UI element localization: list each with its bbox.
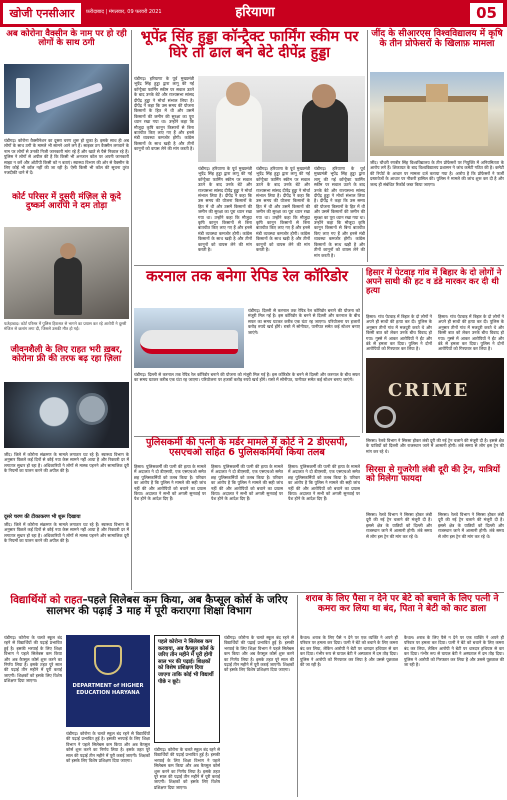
bihar-body-col2: हिसार। गांव पेटवाड़ में बिहार के दो लोगों ने अपने ही साथी की हत्या कर दी। पुलिस के अनुसार तीनों गांव में मजदूरी करते थे और किसी बात को लेकर उनके बीच विवाद हो गया। गुस्से में आकर आरोपियों ने ईंट और डंडे से हमला कर दिया। पुलिस ने दोनों आरोपियों को गिरफ्तार कर लिया है। [438,314,504,352]
court-story [4,193,129,343]
hooda-body-col2: चंडीगढ़। हरियाणा के पूर्व मुख्यमंत्री भूपेंद्र सिंह हुड्डा द्वारा लागू की गई कॉन्ट्रैक्ट फार्मिंग स्कीम पर सवाल उठने के बाद उनके बेटे और राज्यसभा सांसद दीपेंद्र हुड्डा ने मोर्चा संभाल लिया है। दीपेंद्र ने कहा कि उस समय की योजना किसानों के हित में थी और उसमें किसानों की जमीन की सुरक्षा का पूरा ध्यान रखा गया था। उन्होंने कहा कि मौजूदा कृषि कानून किसानों से बिना बातचीत किए लाए गए हैं और इनसे मंडी व्यवस्था कमजोर होगी। कांग्रेस किसानों के साथ खड़ी है और तीनों कानूनों को वापस लेने की मांग करती है। [198,166,252,253]
students-body-col4: चंडीगढ़। कोरोना के चलते स्कूल बंद रहने से विद्यार्थियों की पढ़ाई प्रभावित हुई है। इसकी भरपाई के लिए शिक्षा विभाग ने पहले सिलेबस कम किया और अब कैप्सूल कोर्स शुरू करने का निर्णय लिया है। इसके तहत पूरे साल की पढ़ाई तीन महीने में पूरी कराई जाएगी। शिक्षकों को इसके लिए विशेष प्रशिक्षण दिया जाएगा। [224,635,294,673]
train-photo [134,308,244,368]
vaccine-headline: अब कोरोना वैक्सीन के नाम पर हो रही लोगों के साथ ठगी [6,29,127,49]
dateline: फ़रीदाबाद | मंगलवार, 09 फरवरी 2021 [86,9,162,15]
jind-headline: जींद के सीआरएस विश्वविद्यालय में कृषि के तीन प्रोफेसरों के खिलाफ़ मामला [371,29,503,49]
jind-photo [370,72,504,156]
alcohol-body-col2: कैथल। शराब के लिए पैसे न देने पर एक व्यक्ति ने अपने ही परिवार पर हमला कर दिया। पत्नी ने बेटे को बचाने के लिए कमरा बंद कर लिया, लेकिन आरोपी ने बेटी पर धारदार हथियार से वार कर दिया। गंभीर रूप से घायल बेटी ने अस्पताल में दम तोड़ दिया। पुलिस ने आरोपी को गिरफ्तार कर लिया है और उससे पूछताछ की जा रही है। [404,635,504,668]
jind-body: जींद। चौधरी रणबीर सिंह विश्वविद्यालय के तीन प्रोफेसरों पर नियुक्ति में अनियमितता के आरोप लगे हैं। शिकायत के बाद विश्वविद्यालय प्रशासन ने जांच कमेटी गठित की है। कमेटी की रिपोर्ट के आधार पर मामला दर्ज कराया गया है। आरोप है कि प्रोफेसरों ने फर्जी दस्तावेजों के आधार पर नौकरी हासिल की। पुलिस ने मामले की जांच शुरू कर दी है और जल्द ही संबंधित रिकॉर्ड जब्त किया जाएगा। [370,160,504,187]
court-photo [4,227,129,319]
jind-story [370,30,504,262]
covid-headline: जीवनशैली के लिए राहत भरी ख़बर, कोरोना फ्री की तरफ बढ़ रहा ज़िला [10,345,123,365]
hooda-headline: भूपेंद्र सिंह हुड्डा कॉन्ट्रैक्ट फार्मिंग स्कीम पर घिरे तो ढाल बने बेटे दीपेंद्र हुड्डा [140,29,359,61]
crime-text: CRIME [388,380,470,401]
page-number: 05 [470,3,503,24]
court-caption: फतेहाबाद। कोर्ट परिसर में पुलिस हिरासत से भागने का प्रयास कर रहे आरोपी ने दूसरी मंजिल से छलांग लगा दी, जिससे उसकी मौत हो गई। [4,321,127,331]
hooda-body-col3: चंडीगढ़। हरियाणा के पूर्व मुख्यमंत्री भूपेंद्र सिंह हुड्डा द्वारा लागू की गई कॉन्ट्रैक्ट फार्मिंग स्कीम पर सवाल उठने के बाद उनके बेटे और राज्यसभा सांसद दीपेंद्र हुड्डा ने मोर्चा संभाल लिया है। दीपेंद्र ने कहा कि उस समय की योजना किसानों के हित में थी और उसमें किसानों की जमीन की सुरक्षा का पूरा ध्यान रखा गया था। उन्होंने कहा कि मौजूदा कृषि कानून किसानों से बिना बातचीत किए लाए गए हैं और इनसे मंडी व्यवस्था कमजोर होगी। कांग्रेस किसानों के साथ खड़ी है और तीनों कानूनों को वापस लेने की मांग करती है। [256,166,310,253]
students-headline-rest: –पहले सिलेबस कम किया, अब कैप्सूल कोर्स के जरिए सालभर की पढ़ाई 3 माह में पूरी कराएगा शिक्षा विभाग [46,594,288,618]
vial-icon [16,78,30,108]
university-building [384,96,488,146]
vaccine-story [4,30,129,190]
brand-logo: खोजी एनसीआर [3,3,81,24]
covid-body: जींद। जिले में कोरोना संक्रमण के मामले लगातार घट रहे हैं। स्वास्थ्य विभाग के अनुसार पिछले कई दिनों से कोई नया केस सामने नहीं आया है और रिकवरी दर में लगातार सुधार हो रहा है। अधिकारियों ने लोगों से मास्क पहनने और सामाजिक दूरी के नियमों का पालन करने की अपील की है। [4,452,129,474]
sirsa-intro: सिरसा। रेलवे विभाग ने सिरसा होकर लंबी दूरी की नई ट्रेन चलाने की मंजूरी दी है। इससे क्षेत्र के यात्रियों को दिल्ली और राजस्थान जाने में आसानी होगी। लंबे समय से लोग इस ट्रेन की मांग कर रहे थे। [366,438,504,454]
hooda-body-col4: चंडीगढ़। हरियाणा के पूर्व मुख्यमंत्री भूपेंद्र सिंह हुड्डा द्वारा लागू की गई कॉन्ट्रैक्ट फार्मिंग स्कीम पर सवाल उठने के बाद उनके बेटे और राज्यसभा सांसद दीपेंद्र हुड्डा ने मोर्चा संभाल लिया है। दीपेंद्र ने कहा कि उस समय की योजना किसानों के हित में थी और उसमें किसानों की जमीन की सुरक्षा का पूरा ध्यान रखा गया था। उन्होंने कहा कि मौजूदा कृषि कानून किसानों से बिना बातचीत किए लाए गए हैं और इनसे मंडी व्यवस्था कमजोर होगी। कांग्रेस किसानों के साथ खड़ी है और तीनों कानूनों को वापस लेने की मांग करती है। [314,166,365,258]
bihar-story [366,268,504,433]
crime-image [366,358,504,433]
sirsa-headline: सिरसा से गुजरेगी लंबी दूरी की ट्रेन, यात्रियों को मिलेगा फायदा [366,465,500,485]
hooda-body-col1: चंडीगढ़। हरियाणा के पूर्व मुख्यमंत्री भूपेंद्र सिंह हुड्डा द्वारा लागू की गई कॉन्ट्रैक्ट फार्मिंग स्कीम पर सवाल उठने के बाद उनके बेटे और राज्यसभा सांसद दीपेंद्र हुड्डा ने मोर्चा संभाल लिया है। दीपेंद्र ने कहा कि उस समय की योजना किसानों के हित में थी और उसमें किसानों की जमीन की सुरक्षा का पूरा ध्यान रखा गया था। उन्होंने कहा कि मौजूदा कृषि कानून किसानों से बिना बातचीत किए लाए गए हैं और इनसे मंडी व्यवस्था कमजोर होगी। कांग्रेस किसानों के साथ खड़ी है और तीनों कानूनों को वापस लेने की मांग करती है। [134,76,194,152]
students-body-col1: चंडीगढ़। कोरोना के चलते स्कूल बंद रहने से विद्यार्थियों की पढ़ाई प्रभावित हुई है। इसकी भरपाई के लिए शिक्षा विभाग ने पहले सिलेबस कम किया और अब कैप्सूल कोर्स शुरू करने का निर्णय लिया है। इसके तहत पूरे साल की पढ़ाई तीन महीने में पूरी कराई जाएगी। शिक्षकों को इसके लिए विशेष प्रशिक्षण दिया जाएगा। [4,635,62,684]
sirsa-story [366,438,504,508]
students-headline [4,595,294,617]
alcohol-story [300,595,504,797]
hooda-story [134,30,365,262]
virus-icon [79,396,105,422]
covid-subhead: दूसरे चरण की टीकाकरण भी शुरू दिखाया [4,514,81,520]
karnal-body-col1: चंडीगढ़। दिल्ली से करनाल तक रेपिड रेल कॉरिडोर बनाने की योजना को मंजूरी मिल गई है। इस कॉरिडोर के बनने से दिल्ली और करनाल के बीच सफर का समय घटकर करीब एक घंटा रह जाएगा। परियोजना पर हजारों करोड़ रुपये खर्च होंगे। रास्ते में सोनीपत, पानीपत समेत कई स्टेशन बनाए जाएंगे। [248,308,360,335]
sirsa-body-col1: सिरसा। रेलवे विभाग ने सिरसा होकर लंबी दूरी की नई ट्रेन चलाने की मंजूरी दी है। इससे क्षेत्र के यात्रियों को दिल्ली और राजस्थान जाने में आसानी होगी। लंबे समय से लोग इस ट्रेन की मांग कर रहे थे। [366,512,432,539]
police-wife-headline: पुलिसकर्मी की पत्नी के मर्डर मामले में कोर्ट ने 2 डीएसपी, एसएचओ सहित 6 पुलिसकर्मियों किया तलब [145,437,348,459]
police-body-col3: हिसार। पुलिसकर्मी की पत्नी की हत्या के मामले में अदालत ने दो डीएसपी, एक एसएचओ समेत छह पुलिसकर्मियों को तलब किया है। परिवार का आरोप है कि पुलिस ने मामले की सही जांच नहीं की और आरोपियों को बचाने का प्रयास किया। अदालत ने सभी को अगली सुनवाई पर पेश होने के आदेश दिए हैं। [288,464,360,502]
students-body-col2: चंडीगढ़। कोरोना के चलते स्कूल बंद रहने से विद्यार्थियों की पढ़ाई प्रभावित हुई है। इसकी भरपाई के लिए शिक्षा विभाग ने पहले सिलेबस कम किया और अब कैप्सूल कोर्स शुरू करने का निर्णय लिया है। इसके तहत पूरे साल की पढ़ाई तीन महीने में पूरी कराई जाएगी। शिक्षकों को इसके लिए विशेष प्रशिक्षण दिया जाएगा। [66,731,150,764]
bihar-body-col1: हिसार। गांव पेटवाड़ में बिहार के दो लोगों ने अपने ही साथी की हत्या कर दी। पुलिस के अनुसार तीनों गांव में मजदूरी करते थे और किसी बात को लेकर उनके बीच विवाद हो गया। गुस्से में आकर आरोपियों ने ईंट और डंडे से हमला कर दिया। पुलिस ने दोनों आरोपियों को गिरफ्तार कर लिया है। [366,314,432,352]
hooda-photo [198,76,365,162]
alcohol-body-col1: कैथल। शराब के लिए पैसे न देने पर एक व्यक्ति ने अपने ही परिवार पर हमला कर दिया। पत्नी ने बेटे को बचाने के लिए कमरा बंद कर लिया, लेकिन आरोपी ने बेटी पर धारदार हथियार से वार कर दिया। गंभीर रूप से घायल बेटी ने अस्पताल में दम तोड़ दिया। पुलिस ने आरोपी को गिरफ्तार कर लिया है और उससे पूछताछ की जा रही है। [300,635,398,668]
train-icon [140,330,238,354]
covid-story [4,346,129,586]
section-title: हरियाणा [235,5,275,20]
court-headline: कोर्ट परिसर में दूसरी मंज़िल से कूदे दुष्कर्म आरोपी ने दम तोड़ा [12,192,121,212]
vaccine-body: चंडीगढ़। कोरोना वैक्सीनेशन का दूसरा चरण शुरू हो चुका है। इसके साथ ही अब लोगों के साथ ठगी के मामले भी सामने आने लगे हैं। साइबर ठग वैक्सीन लगवाने के नाम पर लोगों से उनकी निजी जानकारी मांग रहे हैं और खाते से पैसे निकाल रहे हैं। पुलिस ने लोगों से अपील की है कि किसी भी अनजान कॉल पर अपनी जानकारी साझा न करें और ओटीपी किसी को न बताएं। स्वास्थ्य विभाग की ओर से वैक्सीन के लिए कोई भी कॉल नहीं की जा रही है। ऐसी किसी भी कॉल की सूचना तुरंत नजदीकी थाने में दें। [4,138,129,176]
emblem-icon [94,645,122,675]
karnal-headline: करनाल तक बनेगा रेपिड रेल कॉरिडोर [146,267,348,285]
virus-photo [4,382,129,448]
syringe-icon [35,82,104,113]
police-body-col1: हिसार। पुलिसकर्मी की पत्नी की हत्या के मामले में अदालत ने दो डीएसपी, एक एसएचओ समेत छह पुलिसकर्मियों को तलब किया है। परिवार का आरोप है कि पुलिस ने मामले की सही जांच नहीं की और आरोपियों को बचाने का प्रयास किया। अदालत ने सभी को अगली सुनवाई पर पेश होने के आदेश दिए हैं। [134,464,206,502]
sirsa-body [366,512,504,590]
students-headline-red: विद्यार्थियों को राहत [10,594,83,606]
karnal-body-col2: चंडीगढ़। दिल्ली से करनाल तक रेपिड रेल कॉरिडोर बनाने की योजना को मंजूरी मिल गई है। इस कॉरिडोर के बनने से दिल्ली और करनाल के बीच सफर का समय घटकर करीब एक घंटा रह जाएगा। परियोजना पर हजारों करोड़ रुपये खर्च होंगे। रास्ते में सोनीपत, पानीपत समेत कई स्टेशन बनाए जाएंगे। [134,372,360,383]
police-wife-story [134,438,360,588]
covid-body-continued: जींद। जिले में कोरोना संक्रमण के मामले लगातार घट रहे हैं। स्वास्थ्य विभाग के अनुसार पिछले कई दिनों से कोई नया केस सामने नहीं आया है और रिकवरी दर में लगातार सुधार हो रहा है। अधिकारियों ने लोगों से मास्क पहनने और सामाजिक दूरी के नियमों का पालन करने की अपील की है। [4,522,129,544]
students-pullquote: पहले कोरोना ने सिलेबस कम करवाया, अब कैप्सूल कोर्स के जरिए तीन महीने में पूरी होगी साल भर की पढ़ाई। शिक्षकों को विशेष प्रशिक्षण दिया जाएगा ताकि कोई भी विद्यार्थी पीछे न छूटे। [154,635,220,743]
vaccine-photo [4,64,129,134]
students-body-col3: चंडीगढ़। कोरोना के चलते स्कूल बंद रहने से विद्यार्थियों की पढ़ाई प्रभावित हुई है। इसकी भरपाई के लिए शिक्षा विभाग ने पहले सिलेबस कम किया और अब कैप्सूल कोर्स शुरू करने का निर्णय लिया है। इसके तहत पूरे साल की पढ़ाई तीन महीने में पूरी कराई जाएगी। शिक्षकों को इसके लिए विशेष प्रशिक्षण दिया जाएगा। [154,747,220,790]
students-story [4,595,294,797]
education-logo-text: DEPARTMENT of HIGHER EDUCATION HARYANA [72,683,144,696]
sirsa-body-col2: सिरसा। रेलवे विभाग ने सिरसा होकर लंबी दूरी की नई ट्रेन चलाने की मंजूरी दी है। इससे क्षेत्र के यात्रियों को दिल्ली और राजस्थान जाने में आसानी होगी। लंबे समय से लोग इस ट्रेन की मांग कर रहे थे। [438,512,504,539]
police-body-col2: हिसार। पुलिसकर्मी की पत्नी की हत्या के मामले में अदालत ने दो डीएसपी, एक एसएचओ समेत छह पुलिसकर्मियों को तलब किया है। परिवार का आरोप है कि पुलिस ने मामले की सही जांच नहीं की और आरोपियों को बचाने का प्रयास किया। अदालत ने सभी को अगली सुनवाई पर पेश होने के आदेश दिए हैं। [211,464,283,502]
alcohol-headline: शराब के लिए पैसा न देने पर बेटे को बचाने के लिए पत्नी ने कमरा कर लिया था बंद, पिता ने बेटी को काट डाला [305,594,499,614]
education-logo [66,635,150,727]
karnal-story [134,268,360,433]
handcuff-icon [374,406,396,428]
bihar-headline: हिसार में पेटवाड़ गांव में बिहार के दो लोगों ने अपने साथी की हट व डंडे मारकर कर दी थी हत्या [366,267,502,296]
masthead [0,0,507,27]
